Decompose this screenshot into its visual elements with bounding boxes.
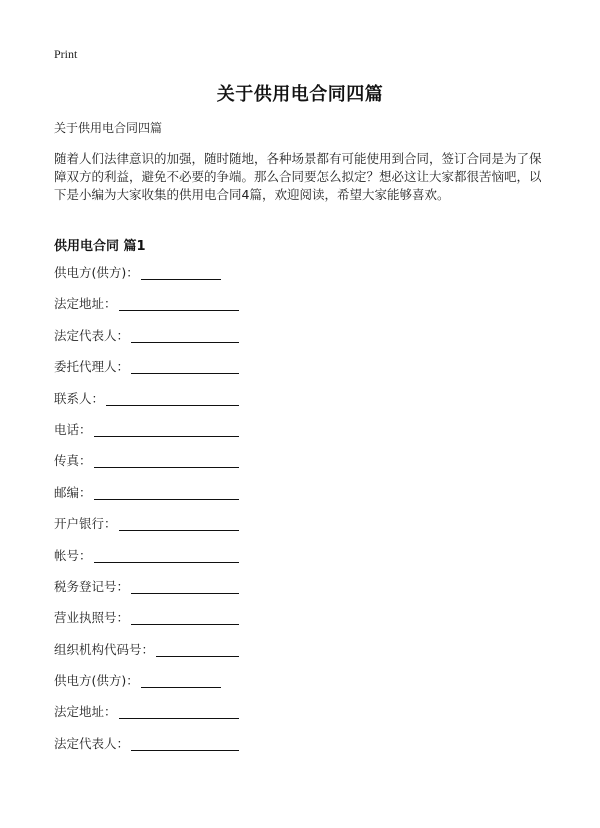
field-label: 委托代理人： (54, 359, 130, 375)
field-blank-line (106, 389, 239, 406)
field-blank-line (119, 702, 239, 719)
form-field (54, 702, 239, 733)
field-blank-line (94, 451, 239, 468)
field-blank-line (131, 577, 239, 594)
field-blank-line (131, 734, 239, 751)
form-field (54, 577, 239, 608)
field-blank-line (94, 483, 239, 500)
field-label: 帐号： (54, 547, 92, 563)
form-field (54, 263, 239, 294)
form-field (54, 640, 239, 671)
form-field (54, 357, 239, 388)
field-label: 法定代表人： (54, 327, 130, 343)
field-label: 开户银行： (54, 516, 117, 532)
form-field (54, 608, 239, 639)
form-field (54, 546, 239, 577)
form-field (54, 389, 239, 420)
field-blank-line (156, 640, 239, 657)
field-label: 组织机构代码号： (54, 641, 155, 657)
form-field-list (54, 263, 239, 765)
print-label[interactable]: Print (54, 47, 78, 61)
form-field (54, 451, 239, 482)
field-label: 法定地址： (54, 704, 117, 720)
form-field (54, 326, 239, 357)
field-blank-line (131, 326, 239, 343)
form-field (54, 420, 239, 451)
field-label: 税务登记号： (54, 578, 130, 594)
field-blank-line (141, 671, 221, 688)
form-field (54, 734, 239, 765)
field-label: 电话： (54, 421, 92, 437)
field-blank-line (94, 420, 239, 437)
form-field (54, 514, 239, 545)
field-blank-line (119, 514, 239, 531)
document-title: 关于供用电合同四篇 (216, 84, 384, 105)
field-label: 法定地址： (54, 296, 117, 312)
field-label: 供电方(供方)： (54, 265, 139, 280)
field-label: 邮编： (54, 484, 92, 500)
field-label: 供电方(供方)： (54, 673, 139, 689)
form-field (54, 483, 239, 514)
form-field (54, 671, 239, 702)
field-blank-line (131, 357, 239, 374)
field-blank-line (131, 608, 239, 625)
form-field (54, 294, 239, 325)
intro-paragraph: 随着人们法律意识的加强，随时随地，各种场景都有可能使用到合同，签订合同是为了保障双方的利益，避免不必要的争端。那么合同要怎么拟定？想必这让大家都很苦恼吧，以下是小编为大家收集的供用电合同4篇，欢迎阅读，希望大家能够喜欢。 (54, 151, 542, 202)
section-heading: 供用电合同 篇1 (54, 239, 146, 254)
field-blank-line (94, 546, 239, 563)
field-label: 联系人： (54, 390, 105, 406)
field-label: 法定代表人： (54, 735, 130, 751)
document-subtitle: 关于供用电合同四篇 (54, 121, 163, 135)
field-label: 营业执照号： (54, 610, 130, 626)
field-label: 传真： (54, 453, 92, 469)
field-blank-line (141, 263, 221, 280)
field-blank-line (119, 294, 239, 311)
